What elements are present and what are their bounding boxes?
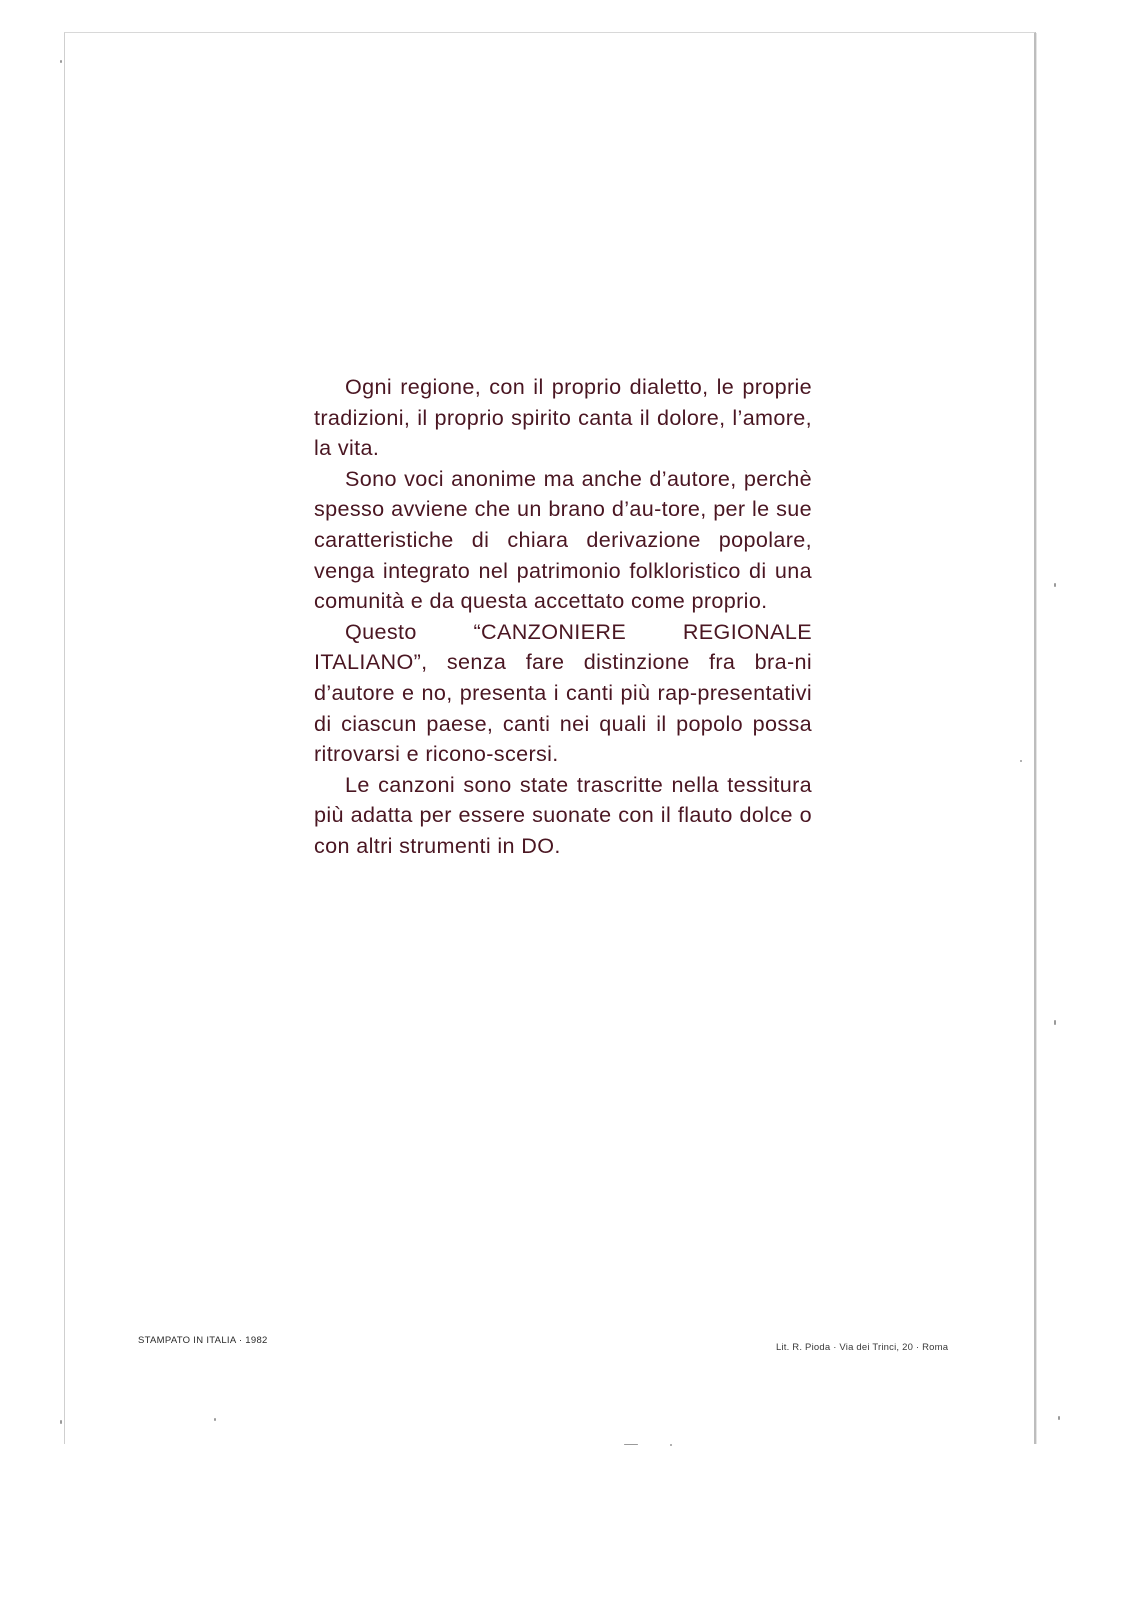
- paragraph-transcription: Le canzoni sono state trascritte nella tessitura più adatta per essere suonate con il flauto dolce o con altri strumenti in DO.: [314, 771, 812, 858]
- preface-text: [314, 372, 812, 862]
- paragraph-canzoniere: Questo “CANZONIERE REGIONALE ITALIANO”, senza fare distinzione fra bra-ni d’autore e no, presenta i canti più rap-presentativi di ciascun paese, canti nei quali il popolo possa ritrovarsi e ricono-scersi.: [314, 618, 812, 767]
- scan-speck: [214, 1418, 216, 1421]
- scan-speck: [60, 1420, 62, 1424]
- paragraph-voices: Sono voci anonime ma anche d’autore, perchè spesso avviene che un brano d’au-tore, per le sue caratteristiche di chiara derivazione popolare, venga integrato nel patrimonio folkloristico di una comunità e da questa accettato come proprio.: [314, 465, 812, 614]
- printer-credit: Lit. R. Pioda · Via dei Trinci, 20 · Roma: [776, 1342, 949, 1353]
- scan-speck: [624, 1444, 638, 1445]
- printed-in-note: STAMPATO IN ITALIA · 1982: [138, 1335, 268, 1346]
- scan-speck: [670, 1444, 672, 1446]
- scan-speck: [1058, 1416, 1060, 1420]
- scan-speck: [1020, 760, 1022, 762]
- paragraph-intro: Ogni regione, con il proprio dialetto, le proprie tradizioni, il proprio spirito canta il dolore, l’amore, la vita.: [314, 374, 812, 461]
- scan-speck: [1054, 583, 1056, 587]
- scan-speck: [60, 60, 62, 63]
- scan-speck: [1054, 1020, 1056, 1025]
- page-sheet: [64, 32, 1036, 1444]
